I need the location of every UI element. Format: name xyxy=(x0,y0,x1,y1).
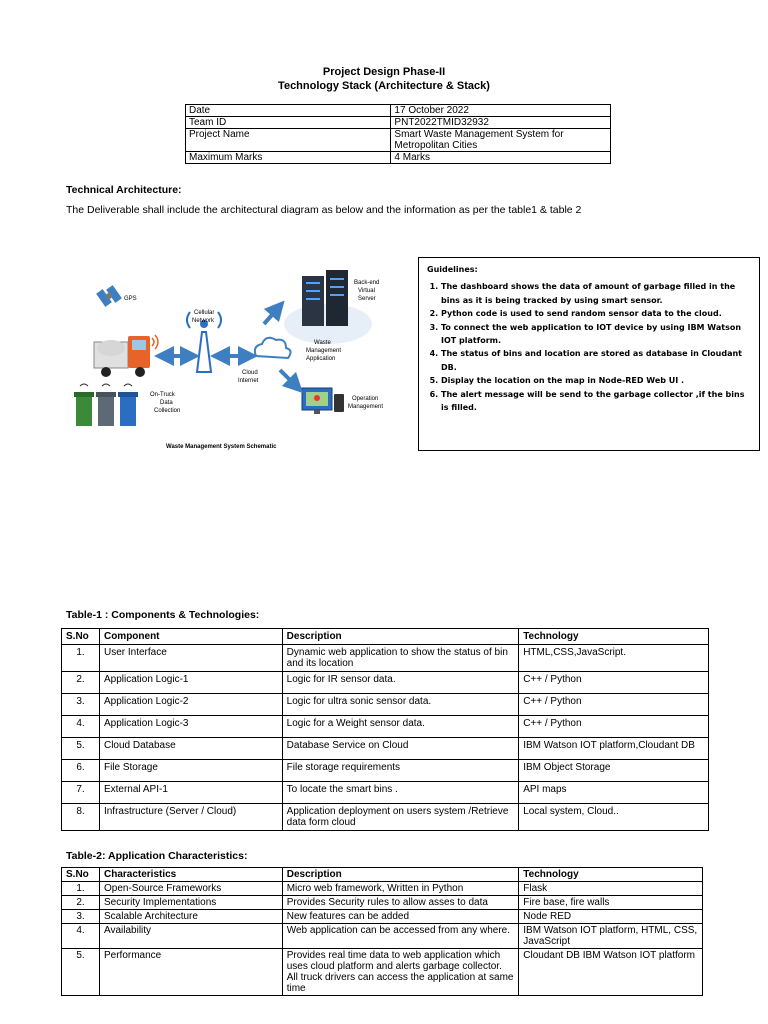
table-cell: 7. xyxy=(62,782,100,804)
table-cell: File storage requirements xyxy=(282,760,519,782)
architecture-heading: Technical Architecture: xyxy=(66,184,182,196)
arrow-cloud-monitor xyxy=(280,370,296,386)
table-row xyxy=(62,804,709,831)
table-cell: File Storage xyxy=(99,760,282,782)
truck-icon xyxy=(94,335,158,377)
table-cell: Security Implementations xyxy=(99,896,282,910)
monitor-icon xyxy=(302,388,344,414)
label-cellular-2: Network xyxy=(192,318,215,324)
table-cell: IBM Object Storage xyxy=(519,760,709,782)
info-value: 4 Marks xyxy=(391,152,611,164)
info-label: Maximum Marks xyxy=(186,152,391,164)
table-cell: Application Logic-1 xyxy=(99,672,282,694)
cloud-icon xyxy=(255,338,291,358)
table-cell: Database Service on Cloud xyxy=(282,738,519,760)
label-cloud-1: Cloud xyxy=(242,370,258,376)
table-cell: Logic for a Weight sensor data. xyxy=(282,716,519,738)
info-row xyxy=(186,117,611,129)
column-header: Characteristics xyxy=(99,868,282,882)
column-header: Description xyxy=(282,868,519,882)
table-cell: Application Logic-3 xyxy=(99,716,282,738)
table-cell: 3. xyxy=(62,910,100,924)
label-cellular-1: Cellular xyxy=(194,310,215,316)
label-backend-1: Back-end xyxy=(354,280,380,286)
table-cell: Node RED xyxy=(519,910,703,924)
column-header: Description xyxy=(282,629,519,645)
table-cell: Provides real time data to web application which uses cloud platform and alerts garbage collector. All truck drivers can access the application at same time xyxy=(282,949,519,996)
table-cell: Provides Security rules to allow asses to data xyxy=(282,896,519,910)
info-row xyxy=(186,105,611,117)
table-cell: 1. xyxy=(62,882,100,896)
label-waste-3: Application xyxy=(306,356,336,362)
label-ontruck-2: Data xyxy=(160,400,173,406)
table-cell: Application deployment on users system /Retrieve data form cloud xyxy=(282,804,519,831)
info-value: PNT2022TMID32932 xyxy=(391,117,611,129)
table-cell: C++ / Python xyxy=(519,694,709,716)
table-cell: Cloudant DB IBM Watson IOT platform xyxy=(519,949,703,996)
table-cell: API maps xyxy=(519,782,709,804)
table1-title: Table-1 : Components & Technologies: xyxy=(66,609,260,621)
diagram-caption: Waste Management System Schematic xyxy=(166,444,277,450)
table-cell: Logic for ultra sonic sensor data. xyxy=(282,694,519,716)
table-cell: C++ / Python xyxy=(519,716,709,738)
table-cell: New features can be added xyxy=(282,910,519,924)
guideline-item: 5. Display the location on the map in Node-RED Web UI . xyxy=(441,374,759,387)
components-table xyxy=(61,628,709,831)
table-row xyxy=(62,738,709,760)
table-cell: 2. xyxy=(62,672,100,694)
page-subtitle: Technology Stack (Architecture & Stack) xyxy=(278,80,490,92)
label-ontruck-1: On-Truck xyxy=(150,392,175,398)
guideline-item: 3. To connect the web application to IOT device by using IBM Watson IOT platform. xyxy=(441,321,759,348)
column-header: Technology xyxy=(519,868,703,882)
table-row xyxy=(62,672,709,694)
table-cell: Performance xyxy=(99,949,282,996)
table-cell: Micro web framework, Written in Python xyxy=(282,882,519,896)
table-row xyxy=(62,716,709,738)
architecture-diagram xyxy=(66,262,396,454)
info-row xyxy=(186,152,611,164)
column-header: Technology xyxy=(519,629,709,645)
table-cell: 3. xyxy=(62,694,100,716)
table-row xyxy=(62,760,709,782)
table-cell: Logic for IR sensor data. xyxy=(282,672,519,694)
table-cell: External API-1 xyxy=(99,782,282,804)
table-cell: Fire base, fire walls xyxy=(519,896,703,910)
info-label: Team ID xyxy=(186,117,391,129)
label-cloud-2: Internet xyxy=(238,378,259,384)
table-cell: Cloud Database xyxy=(99,738,282,760)
table-row xyxy=(62,782,709,804)
info-value: Smart Waste Management System for Metropolitan Cities xyxy=(391,129,611,152)
table-cell: Infrastructure (Server / Cloud) xyxy=(99,804,282,831)
label-ontruck-3: Collection xyxy=(154,408,181,414)
diagram-svg xyxy=(66,262,396,454)
table-cell: Application Logic-2 xyxy=(99,694,282,716)
table-row xyxy=(62,896,703,910)
table-row xyxy=(62,910,703,924)
table-row xyxy=(62,694,709,716)
column-header: S.No xyxy=(62,629,100,645)
page-title: Project Design Phase-II xyxy=(322,66,446,78)
table-cell: IBM Watson IOT platform,Cloudant DB xyxy=(519,738,709,760)
info-label: Date xyxy=(186,105,391,117)
table-cell: User Interface xyxy=(99,645,282,672)
table2-title: Table-2: Application Characteristics: xyxy=(66,850,248,862)
bins-icon xyxy=(74,384,138,426)
table-cell: IBM Watson IOT platform, HTML, CSS, JavaScript xyxy=(519,924,703,949)
table-cell: 5. xyxy=(62,949,100,996)
table-cell: 5. xyxy=(62,738,100,760)
label-backend-3: Server xyxy=(358,296,376,302)
label-backend-2: Virtual xyxy=(358,288,375,294)
characteristics-table xyxy=(61,867,703,996)
table-cell: Web application can be accessed from any where. xyxy=(282,924,519,949)
table-cell: 8. xyxy=(62,804,100,831)
table-row xyxy=(62,882,703,896)
label-waste-2: Management xyxy=(306,348,342,354)
info-table xyxy=(185,104,611,164)
table-cell: Scalable Architecture xyxy=(99,910,282,924)
guidelines-title: Guidelines: xyxy=(427,265,478,274)
table-row xyxy=(62,645,709,672)
guidelines-box xyxy=(418,257,760,451)
column-header: S.No xyxy=(62,868,100,882)
label-waste-1: Waste xyxy=(314,340,331,346)
guidelines-list xyxy=(419,280,759,414)
label-gps: GPS xyxy=(124,296,137,302)
arrow-cloud-server xyxy=(264,308,278,324)
guideline-item: 2. Python code is used to send random sensor data to the cloud. xyxy=(441,307,759,320)
label-operation-1: Operation xyxy=(352,396,379,402)
table-cell: Local system, Cloud.. xyxy=(519,804,709,831)
guideline-item: 4. The status of bins and location are stored as database in Cloudant DB. xyxy=(441,347,759,374)
table-cell: To locate the smart bins . xyxy=(282,782,519,804)
table-cell: 4. xyxy=(62,716,100,738)
column-header: Component xyxy=(99,629,282,645)
info-row xyxy=(186,129,611,152)
info-value: 17 October 2022 xyxy=(391,105,611,117)
satellite-icon xyxy=(96,285,122,307)
table-row xyxy=(62,924,703,949)
table-cell: 2. xyxy=(62,896,100,910)
table-cell: Availability xyxy=(99,924,282,949)
architecture-intro: The Deliverable shall include the architectural diagram as below and the information as per the table1 & table 2 xyxy=(66,204,582,216)
table-cell: 4. xyxy=(62,924,100,949)
table-cell: 6. xyxy=(62,760,100,782)
table-cell: HTML,CSS,JavaScript. xyxy=(519,645,709,672)
guideline-item: 6. The alert message will be send to the garbage collector ,if the bins is filled. xyxy=(441,388,759,415)
table-cell: Open-Source Frameworks xyxy=(99,882,282,896)
table-cell: Dynamic web application to show the status of bin and its location xyxy=(282,645,519,672)
table-cell: Flask xyxy=(519,882,703,896)
table-row xyxy=(62,949,703,996)
label-operation-2: Management xyxy=(348,404,384,410)
info-label: Project Name xyxy=(186,129,391,152)
table-cell: 1. xyxy=(62,645,100,672)
table-cell: C++ / Python xyxy=(519,672,709,694)
guideline-item: 1. The dashboard shows the data of amount of garbage filled in the bins as it is being tracked by using smart sensor. xyxy=(441,280,759,307)
